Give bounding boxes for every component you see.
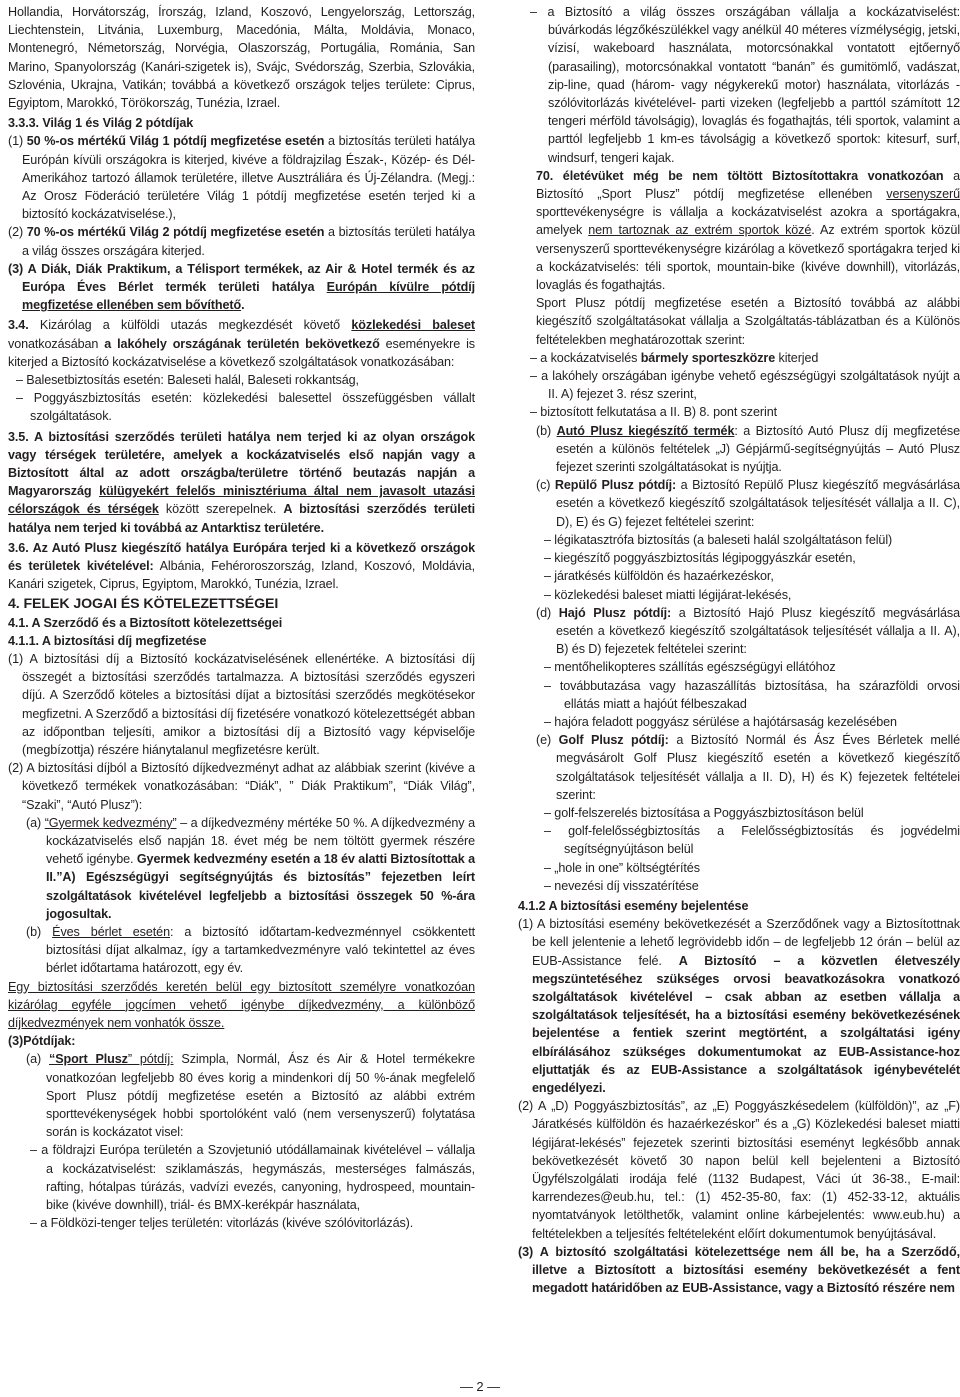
item-marker: (e) <box>536 733 559 748</box>
bold-phrase: bármely sporteszközre <box>640 350 776 365</box>
age-70-paragraph <box>518 167 960 294</box>
golf-plusz-paragraph <box>518 731 960 804</box>
section-3-6 <box>8 539 475 594</box>
premium-paragraph-2: (2) A biztosítási díjból a Biztosító díjkedvezményt adhat az alábbiak szerint (kivéve a következő termékek vonatkozásában: “Diák”, ” Diák Praktikum”, “Diák Világ”, “Szaki”, “Autó Plusz”): <box>8 761 475 812</box>
item-marker: (b) <box>536 423 557 438</box>
text-run: Szimpla, Normál, Ász és Air & Hotel termékekre vonatkozóan legfeljebb 80 éves korig a mindenkori díj 50 %-ának megfelelő Sport Plusz pótdíj megfizetése esetén a Biztosító az alábbi extrém sporttevékenységek hobbi sportolóként való (nem versenyszerű) folytatása során is kockázatot visel: <box>46 1052 475 1140</box>
section-title: Világ 1 és Világ 2 pótdíjak <box>42 116 194 131</box>
item-marker: (a) <box>26 815 45 830</box>
diak-paragraph <box>8 260 475 315</box>
subsubsection-heading: 4.1.2 A biztosítási esemény bejelentése <box>518 898 749 913</box>
item-marker: (c) <box>536 478 555 493</box>
bold-phrase: Golf Plusz pótdíj: <box>558 733 669 748</box>
list-item: – nevezési díj visszatérítése <box>544 878 699 893</box>
list-item: – kiegészítő poggyászbiztosítás légipoggyászkár esetén, <box>544 551 856 566</box>
text-run: – a díjkedvezmény mértéke 50 %. A díjkedvezmény a kockázatviselés első napján 18. évet még be nem töltött gyermek részére vehető igénybe. <box>46 815 475 867</box>
page-number: — 2 — <box>460 1379 500 1394</box>
bold-phrase: 3.6. Az Autó Plusz kiegészítő hatálya Európára terjed ki a következő országok és területek kivételével: <box>8 540 475 574</box>
section-3-4 <box>8 316 475 371</box>
bold-phrase: Hajó Plusz pótdíj: <box>558 605 672 620</box>
sport-plus-services-paragraph: Sport Plusz pótdíj megfizetése esetén a Biztosító továbbá az alábbi kiegészítő szolgáltatásokat vállalja a Szolgáltatás-táblázatban és a Különös feltételekben meghatározottak szerint: <box>536 296 960 347</box>
list-item: – golf-felszerelés biztosítása a Poggyászbiztosításon belül <box>544 805 864 820</box>
text-run: sporttevékenységre is vállalja a kockázatviselést azokra a sportágakra, amelyek <box>536 205 960 238</box>
text-run: – a kockázatviselés <box>530 350 641 365</box>
text-run: a Biztosító Hajó Plusz kiegészítő megvásárlása esetén a következő kiegészítő szolgáltatások teljesítését vállalja a II. A), B) és D) fejezetek feltételei szerint: <box>556 605 960 657</box>
list-item: – a Földközi-tenger teljes területén: vitorlázás (kivéve szólóvitorlázás). <box>30 1216 414 1231</box>
underlined-phrase: Európán kívülre pótdíj megfizetése ellenében sem bővíthető <box>22 280 475 313</box>
item-marker: (1) <box>8 134 27 149</box>
bold-phrase: a lakóhely országának területén bekövetkező <box>104 336 380 351</box>
bold-phrase: Repülő Plusz pótdíj: <box>554 478 677 493</box>
list-item: – járatkésés külföldön és hazaérkezéskor, <box>544 569 774 584</box>
underlined-phrase: versenyszerű <box>886 187 960 202</box>
list-item: – golf-felelősségbiztosítás a Felelősségbiztosítás és jogvédelmi segítségnyújtáson belül <box>544 824 960 857</box>
bold-phrase: 70. életévüket még be nem töltött Biztosítottakra vonatkozóan <box>536 168 944 183</box>
list-item: – Poggyászbiztosítás esetén: közlekedési balesettel összefüggésben vállalt szolgáltatások. <box>16 391 475 424</box>
underlined-phrase: nem tartoznak az extrém sportok közé <box>588 223 812 238</box>
section-3-5 <box>8 428 475 537</box>
text-run: vonatkozásában <box>8 336 105 351</box>
underlined-phrase: ” pótdíj: <box>127 1052 174 1067</box>
child-discount-paragraph <box>8 814 475 923</box>
item-marker: (d) <box>536 605 559 620</box>
bold-phrase: A Biztosító – a közvetlen életveszély megszüntetéséhez szükséges orvosi beavatkozásokra vonatkozó szolgáltatások kivételével – csak abban az esetben vállalja a szolgáltatások teljesítését, ha a biztosítási esemény bekövetkezésének bejelentése a fentiek szerint megtörtént, a szolgáltatási igény elbírálásához szükséges dokumentumokat az EUB-Assistance-hoz eljuttatják és az EUB-Assistance a szolgáltatások igénybevételét engedélyezi. <box>532 953 960 1095</box>
text-run: . Az extrém sportok közül versenyszerű sporttevékenységre kizárólag a következő sportágakra terjed ki a kockázatviselés: téli sportok, mountain-bike (kivéve downhill), vitorlázás, lovaglás és fogathajtás. <box>536 223 960 293</box>
bold-phrase: A biztosítási szerződés területi hatálya nem terjed ki továbbá az Antarktisz területére. <box>8 502 476 535</box>
auto-plusz-paragraph <box>518 422 960 477</box>
list-item <box>518 349 960 367</box>
countries-paragraph: Hollandia, Horvátország, Írország, Izland, Koszovó, Lengyelország, Lettország, Liechtenstein, Litvánia, Luxemburg, Macedónia, Málta, Moldávia, Monaco, Montenegró, Németország, Norvégia, Olaszország, Portugália, Románia, San Marino, Spanyolország (Kanári-szigetek is), Svájc, Svédország, Szerbia, Szlovákia, Szlovénia, Ukrajna, Vatikán; továbbá a következő országok teljes területe: Ciprus, Egyiptom, Marokkó, Törökország, Tunézia, Izrael. <box>8 5 475 111</box>
subsection-heading: 4.1. A Szerződő és a Biztosított kötelezettségei <box>8 615 283 630</box>
notification-paragraph-3: (3) A biztosító szolgáltatási kötelezettsége nem áll be, ha a Szerződő, illetve a Biztosított a biztosítási esemény bekövetkezését a fent megadott határidőben az EUB-Assistance, vagy a Biztosító részére nem <box>518 1244 960 1296</box>
text-run: (1) A biztosítási esemény bekövetkezését a Szerződőnek vagy a Biztosítottnak be kell jelentenie a lehető legrövidebb időn – de legfeljebb 12 órán – belül az EUB-Assistance felé. <box>518 917 960 968</box>
section-number: 3.4. <box>8 318 29 333</box>
list-item: – a földrajzi Európa területén a Szovjetunió utódállamainak kivételével – vállalja a kockázatviselést: sziklamászás, hegymászás, mesterséges falmászás, rafting, hótalpas túrázás, vadvízi evezés, canyoning, hydrospeed, mountain-bike (kivéve downhill), triál- és BMX-kerékpár használata, <box>30 1143 475 1212</box>
hajo-plusz-paragraph <box>518 604 960 659</box>
text-run: a Biztosító „Sport Plusz” pótdíj megfizetése ellenében <box>536 168 960 202</box>
chapter-heading: 4. FELEK JOGAI ÉS KÖTELEZETTSÉGEI <box>8 595 279 612</box>
bold-phrase: 70 %-os mértékű Világ 2 pótdíj megfizetése esetén <box>26 225 325 240</box>
section-number: 3.3.3. <box>8 116 39 131</box>
bold-underlined-phrase: “Sport Plusz <box>49 1052 128 1067</box>
list-item: – biztosított felkutatása a II. B) 8. pont szerint <box>530 405 778 420</box>
surcharges-heading: (3)Pótdíjak: <box>8 1034 76 1049</box>
bold-phrase: Gyermek kedvezmény esetén a 18 év alatti Biztosítottak a II.”A) Egészségügyi segítségnyújtás és biztosítás” fejezetben leírt szolgáltatások kivételével legfeljebb a biztosítási összegek 50 %-ára jogosultak. <box>46 852 475 921</box>
premium-paragraph-1: (1) A biztosítási díj a Biztosító kockázatviselésének ellenértéke. A biztosítási díj összegét a biztosítási szerződés tartalmazza. A biztosítási szerződés egyszeri díjú. A Szerződő köteles a biztosítási díjat a biztosítási szerződés megkötésekor megfizetni. A Szerződő a biztosítási díj fizetésére vonatkozó kötelezettségét abban az időpontban teljesíti, amikor a biztosítási díj a Biztosító vagy képviselője (megbízottja) részére hiánytalanul megfizetésre került. <box>8 651 475 757</box>
text-run: Kizárólag a külföldi utazás megkezdését követő <box>28 318 352 333</box>
left-column <box>8 3 475 1297</box>
text-run: kiterjed <box>775 350 819 365</box>
repulo-plusz-paragraph <box>518 476 960 531</box>
underlined-phrase: Éves bérlet esetén <box>52 924 170 939</box>
underlined-phrase: “Gyermek kedvezmény” <box>44 815 177 830</box>
text-run: a biztosítás területi hatálya Európán kívüli országokra is kiterjed, kivéve a földrajzilag Észak-, Közép- és Dél-Amerikához tartozó államok területére, illetve Ausztráliára és Új-Zélandra. (Megj.: Az Orosz Föderáció területére Világ 1 pótdíj megfizetése esetén terjed ki a biztosító kockázatviselése.), <box>22 134 476 222</box>
text-run: (3) A Diák, Diák Praktikum, a Télisport termékek, az Air & Hotel termék és az Európa Éves Bérlet termék területi hatálya <box>8 261 475 295</box>
text-run: között szerepelnek. <box>158 502 284 517</box>
text-run: : a biztosító időtartam-kedvezménnyel csökkentett biztosítási díjat alkalmaz, így a tartamkedvezményre való tekintettel az éves bérlet időtartama határozott, egy év. <box>46 924 475 976</box>
list-item: – „hole in one” költségtérítés <box>544 860 700 875</box>
annual-pass-paragraph <box>8 923 475 978</box>
list-item: – a Biztosító a világ összes országában vállalja a kockázatviselést: búvárkodás légzőkészülékkel vagy anélkül 40 méteres vízmélységig, jetski, vízisí, wakeboard használata, motorcsónakkal vontatott ejtőernyő (parasailing), motorcsónakkal vontatott “banán” és gumitömlő, vadászat, zip-line, quad (három- vagy négykerekű motor) használata, vitorlázás -szólóvitorlázás kivételével- parti vizeken (legfeljebb a parttól számított 12 tengeri mérföld távolságig), lovaglás és fogathajtás, téli sportok, valamint a parttól legfeljebb 1 km-es távolságig a következő sportok: kitesurf, surf, windsurf, tengeri kajak. <box>530 5 960 165</box>
text-run: 3.5. A biztosítási szerződés területi hatálya nem terjed ki az olyan országok vagy térségek területére, amelyek a kockázatviselés első napján vagy a Biztosított által az adott országba/területre történő beutazás napján a Magyarország <box>8 429 475 499</box>
sport-plusz-paragraph <box>8 1050 475 1141</box>
text-run: eseményekre is kiterjed a Biztosító kockázatviselése a következő szolgáltatások vonatkozásában: <box>8 336 475 369</box>
list-item: – hajóra feladott poggyász sérülése a hajótársaság kezelésében <box>544 714 897 729</box>
item-marker: (2) <box>8 225 27 240</box>
list-item: – Balesetbiztosítás esetén: Baleseti halál, Baleseti rokkantság, <box>16 373 359 388</box>
section-3-3-3 <box>8 114 475 132</box>
text-run: : a Biztosító Autó Plusz díj megfizetése esetén a különös feltételek „J) Gépjármű-segítségnyújtás – Autó Plusz fejezet szerinti szolgáltatásokat is nyújtja. <box>556 423 960 475</box>
item-marker: (b) <box>26 924 53 939</box>
notification-paragraph-2: (2) A „D) Poggyászbiztosítás”, az „E) Poggyászkésedelem (külföldön)”, az „F) Járatkésés külföldön és hazaérkezéskor” és a „G) Közlekedési baleset miatti légijárat-lekésés” fejezetek szerinti biztosítási eseményt legkésőbb annak bekövetkezését követő 30 napon belül kell bejelenteni a Biztosító Ügyfélszolgálati irodája felé (1132 Budapest, Váci út 36-38., E-mail: karrendezes@eub.hu, tel.: (1) 452-35-80, fax: (1) 452-33-12, aktuális nyomtatványok letölthetők, valamint online kárbejelentés: www.eub.hu) a feltételekben a teljesítés feltételeként előírt dokumentumok benyújtásával. <box>518 1099 960 1241</box>
text-run: a Biztosító Repülő Plusz kiegészítő megvásárlása esetén a következő kiegészítő szolgáltatások teljesítését vállalja a II. C), D), E) és G) fejezet feltételei szerint: <box>556 478 960 529</box>
underlined-phrase: külügyekért felelős minisztériuma által nem javasolt utazási célországok és térségek <box>8 484 475 517</box>
list-item: – mentőhelikopteres szállítás egészségügyi ellátóhoz <box>544 660 836 675</box>
list-item: – közlekedési baleset miatti légijárat-lekésés, <box>544 587 792 602</box>
vilag-2-paragraph <box>8 223 475 259</box>
text-run: a biztosítás területi hatálya a világ összes országára kiterjed. <box>22 225 476 258</box>
item-marker: (a) <box>26 1052 49 1067</box>
subsubsection-heading: 4.1.1. A biztosítási díj megfizetése <box>8 633 207 648</box>
notification-paragraph-1 <box>518 915 960 1097</box>
text-run: a Biztosító Normál és Ász Éves Bérletek mellé megvásárolt Golf Plusz kiegészítő esetén a következő kiegészítő szolgáltatások teljesítését vállalja a II. D), H) és K) fejezetek feltételei szerint: <box>556 733 960 802</box>
list-item: – légikatasztrófa biztosítás (a baleseti halál szolgáltatáson felül) <box>544 532 893 547</box>
text-run: . <box>241 298 245 313</box>
list-item: – továbbutazása vagy hazaszállítás biztosítása, ha szárazföldi orvosi ellátás miatt a hajóút félbeszakad <box>544 678 960 711</box>
bold-phrase: 50 %-os mértékű Világ 1 pótdíj megfizetése esetén <box>26 134 325 149</box>
bold-underlined-phrase: közlekedési baleset <box>351 318 475 333</box>
vilag-1-paragraph <box>8 132 475 223</box>
bold-underlined-phrase: Autó Plusz kiegészítő termék <box>556 423 735 438</box>
text-run: Albánia, Fehéroroszország, Izland, Koszovó, Moldávia, Kanári szigetek, Ciprus, Egyiptom, Marokkó, Tunézia, Izrael. <box>8 559 475 592</box>
right-column <box>518 3 960 1297</box>
list-item: – a lakóhely országában igénybe vehető egészségügyi szolgáltatások nyújt a II. A) fejezet 3. rész szerint, <box>530 369 960 402</box>
discount-note-paragraph: Egy biztosítási szerződés keretén belül egy biztosított személyre vonatkozóan kizárólag egyféle jogcímen vehető igénybe díjkedvezmény, a különböző díjkedvezmények nem vonhatók össze. <box>8 979 475 1030</box>
two-column-body <box>8 3 960 1297</box>
